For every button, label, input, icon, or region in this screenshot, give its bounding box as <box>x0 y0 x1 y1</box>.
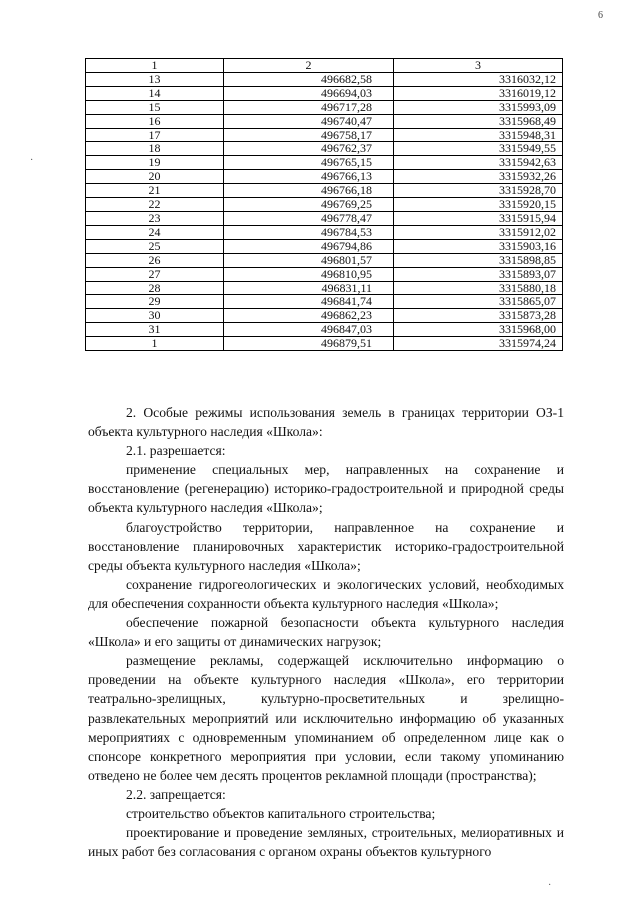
point-number-cell: 26 <box>86 253 224 267</box>
y-coordinate-cell: 3315920,15 <box>394 198 563 212</box>
point-number-cell: 1 <box>86 337 224 351</box>
point-number-cell: 22 <box>86 198 224 212</box>
y-coordinate-cell: 3315893,07 <box>394 267 563 281</box>
table-row <box>86 239 563 253</box>
table-row <box>86 267 563 281</box>
x-coordinate-cell: 496758,17 <box>224 128 394 142</box>
x-coordinate-cell: 496862,23 <box>224 309 394 323</box>
x-coordinate-cell: 496841,74 <box>224 295 394 309</box>
y-coordinate-cell: 3315873,28 <box>394 309 563 323</box>
table-row <box>86 309 563 323</box>
y-coordinate-cell: 3316032,12 <box>394 72 563 86</box>
table-row <box>86 253 563 267</box>
table-row <box>86 156 563 170</box>
table-row <box>86 114 563 128</box>
paragraph: применение специальных мер, направленных на сохранение и восстановление (регенерацию) историко-градостроительной и природной среды объекта культурного наследия «Школа»; <box>88 462 564 516</box>
x-coordinate-cell: 496766,13 <box>224 170 394 184</box>
table-row <box>86 281 563 295</box>
point-number-cell: 31 <box>86 323 224 337</box>
point-number-cell: 16 <box>86 114 224 128</box>
y-coordinate-cell: 3315993,09 <box>394 100 563 114</box>
coordinates-table <box>85 58 563 351</box>
x-coordinate-cell: 496847,03 <box>224 323 394 337</box>
point-number-cell: 20 <box>86 170 224 184</box>
y-coordinate-cell: 3315932,26 <box>394 170 563 184</box>
y-coordinate-cell: 3315880,18 <box>394 281 563 295</box>
point-number-cell: 13 <box>86 72 224 86</box>
x-coordinate-cell: 496801,57 <box>224 253 394 267</box>
y-coordinate-cell: 3315898,85 <box>394 253 563 267</box>
table-row <box>86 142 563 156</box>
paragraph: 2.2. запрещается: <box>126 786 226 802</box>
point-number-cell: 29 <box>86 295 224 309</box>
x-coordinate-cell: 496765,15 <box>224 156 394 170</box>
y-coordinate-cell: 3315915,94 <box>394 211 563 225</box>
point-number-cell: 30 <box>86 309 224 323</box>
y-coordinate-cell: 3315948,31 <box>394 128 563 142</box>
x-coordinate-cell: 496717,28 <box>224 100 394 114</box>
x-coordinate-cell: 496879,51 <box>224 337 394 351</box>
y-coordinate-cell: 3315968,49 <box>394 114 563 128</box>
point-number-cell: 24 <box>86 225 224 239</box>
paragraph: сохранение гидрогеологических и экологических условий, необходимых для обеспечения сохранности объекта культурного наследия «Школа»; <box>88 576 564 611</box>
point-number-cell: 18 <box>86 142 224 156</box>
table-row <box>86 72 563 86</box>
table-row <box>86 100 563 114</box>
x-coordinate-cell: 496831,11 <box>224 281 394 295</box>
paragraph: 2.1. разрешается: <box>126 443 226 459</box>
paragraph: обеспечение пожарной безопасности объекта культурного наследия «Школа» и его защиты от динамических нагрузок; <box>88 615 564 650</box>
table-header-row <box>86 59 563 73</box>
regulation-text <box>88 403 564 861</box>
point-number-cell: 19 <box>86 156 224 170</box>
point-number-cell: 17 <box>86 128 224 142</box>
x-coordinate-cell: 496769,25 <box>224 198 394 212</box>
paragraph: размещение рекламы, содержащей исключительно информацию о проведении на объекте культурного наследия «Школа», его территории театрально-зрелищных, культурно-просветительных и зрелищно-развлекательных мероприятий или исключительно информацию об указанных мероприятиях с одновременным упоминанием об определенном лице как о спонсоре конкретного мероприятия при условии, если такому упоминанию отведено не более чем десять процентов рекламной площади (пространства); <box>88 653 564 783</box>
paragraph: благоустройство территории, направленное на сохранение и восстановление планировочных характеристик историко-градостроительной среды объекта культурного наследия «Школа»; <box>88 519 564 573</box>
header-cell: 2 <box>224 59 394 73</box>
table-row <box>86 128 563 142</box>
table-row <box>86 337 563 351</box>
x-coordinate-cell: 496784,53 <box>224 225 394 239</box>
x-coordinate-cell: 496740,47 <box>224 114 394 128</box>
paragraph: проектирование и проведение земляных, строительных, мелиоративных и иных работ без согласования с органом охраны объектов культурного <box>88 825 564 860</box>
page-number: 6 <box>598 10 603 21</box>
x-coordinate-cell: 496762,37 <box>224 142 394 156</box>
point-number-cell: 21 <box>86 184 224 198</box>
table-row <box>86 295 563 309</box>
point-number-cell: 23 <box>86 211 224 225</box>
table-row <box>86 86 563 100</box>
scan-speck: · <box>30 155 34 166</box>
y-coordinate-cell: 3315912,02 <box>394 225 563 239</box>
y-coordinate-cell: 3316019,12 <box>394 86 563 100</box>
table-row <box>86 225 563 239</box>
x-coordinate-cell: 496794,86 <box>224 239 394 253</box>
table-row <box>86 198 563 212</box>
x-coordinate-cell: 496766,18 <box>224 184 394 198</box>
point-number-cell: 14 <box>86 86 224 100</box>
y-coordinate-cell: 3315974,24 <box>394 337 563 351</box>
paragraph: 2. Особые режимы использования земель в границах территории ОЗ-1 объекта культурного наследия «Школа»: <box>88 405 564 440</box>
x-coordinate-cell: 496694,03 <box>224 86 394 100</box>
paragraph: строительство объектов капитального строительства; <box>126 805 436 821</box>
x-coordinate-cell: 496810,95 <box>224 267 394 281</box>
point-number-cell: 27 <box>86 267 224 281</box>
x-coordinate-cell: 496778,47 <box>224 211 394 225</box>
point-number-cell: 28 <box>86 281 224 295</box>
y-coordinate-cell: 3315942,63 <box>394 156 563 170</box>
table-row <box>86 323 563 337</box>
y-coordinate-cell: 3315968,00 <box>394 323 563 337</box>
y-coordinate-cell: 3315949,55 <box>394 142 563 156</box>
header-cell: 3 <box>394 59 563 73</box>
table-row <box>86 184 563 198</box>
point-number-cell: 15 <box>86 100 224 114</box>
y-coordinate-cell: 3315865,07 <box>394 295 563 309</box>
x-coordinate-cell: 496682,58 <box>224 72 394 86</box>
header-cell: 1 <box>86 59 224 73</box>
scan-speck: · <box>548 880 552 891</box>
table-row <box>86 211 563 225</box>
y-coordinate-cell: 3315928,70 <box>394 184 563 198</box>
table-row <box>86 170 563 184</box>
point-number-cell: 25 <box>86 239 224 253</box>
y-coordinate-cell: 3315903,16 <box>394 239 563 253</box>
